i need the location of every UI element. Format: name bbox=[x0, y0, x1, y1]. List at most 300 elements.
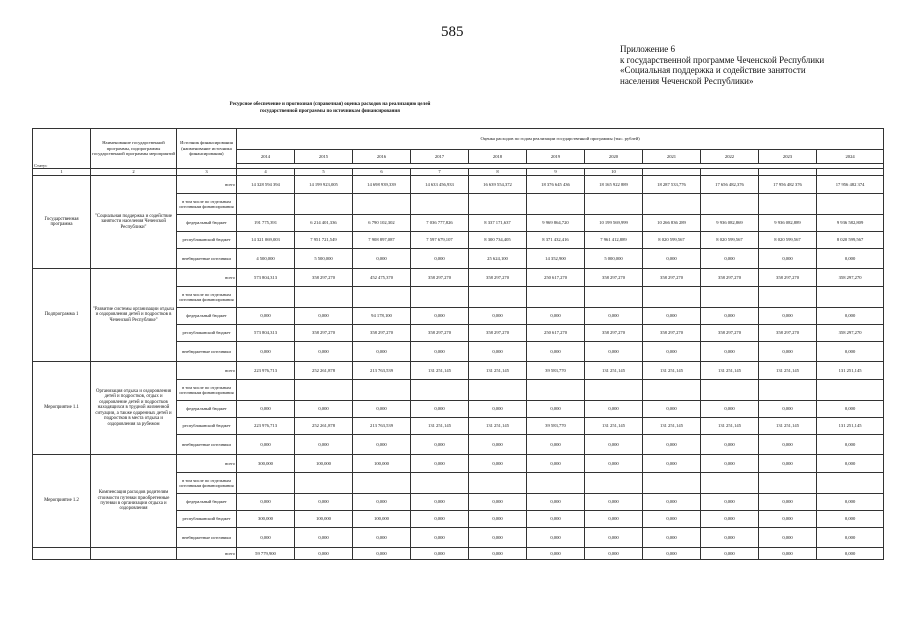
value-cell: 573 804,313 bbox=[237, 269, 295, 287]
value-cell: 0,000 bbox=[527, 401, 585, 418]
value-cell: 0,000 bbox=[701, 455, 759, 473]
value-cell bbox=[295, 194, 353, 215]
value-cell: 0,000 bbox=[237, 401, 295, 418]
value-cell: 0,000 bbox=[817, 401, 884, 418]
value-cell: 300,000 bbox=[237, 511, 295, 528]
value-cell: 0,000 bbox=[817, 435, 884, 455]
funding-source: республиканский бюджет bbox=[177, 325, 237, 342]
value-cell bbox=[585, 380, 643, 401]
value-cell bbox=[527, 473, 585, 494]
value-cell: 452 475,370 bbox=[353, 269, 411, 287]
value-cell: 0,000 bbox=[817, 528, 884, 548]
column-number: 1 bbox=[33, 169, 91, 176]
header-year: 2014 bbox=[237, 150, 295, 164]
value-cell: 16 639 554,372 bbox=[469, 176, 527, 194]
value-cell: 131 251,145 bbox=[759, 362, 817, 380]
value-cell: 250 617,270 bbox=[527, 269, 585, 287]
value-cell: 0,000 bbox=[817, 511, 884, 528]
value-cell bbox=[353, 380, 411, 401]
funding-source: всего bbox=[177, 269, 237, 287]
document-title bbox=[150, 101, 510, 115]
value-cell: 358 297,270 bbox=[411, 325, 469, 342]
value-cell bbox=[527, 194, 585, 215]
value-cell: 191 775,391 bbox=[237, 215, 295, 232]
value-cell: 8 020 599,567 bbox=[643, 232, 701, 249]
table-row bbox=[33, 455, 884, 473]
value-cell: 358 297,270 bbox=[469, 325, 527, 342]
value-cell bbox=[759, 287, 817, 308]
row-status: Мероприятие 1.1 bbox=[33, 362, 91, 455]
value-cell: 0,000 bbox=[817, 494, 884, 511]
value-cell bbox=[759, 380, 817, 401]
value-cell: 18 376 645 436 bbox=[527, 176, 585, 194]
row-name: Организация отдыха и оздоровления детей и подростков, отдых и оздоровление детей и подростков находящихся в трудной жизненной ситуации, а также одаренных детей и подростков в места отдыха и оздоровления за рубежом bbox=[91, 362, 177, 455]
value-cell: 0,000 bbox=[701, 548, 759, 560]
funding-source: в том числе по отдельным источникам финансирования bbox=[177, 473, 237, 494]
funding-source: в том числе по отдельным источникам финансирования bbox=[177, 287, 237, 308]
value-cell: 213 763,539 bbox=[353, 418, 411, 435]
value-cell: 573 804,313 bbox=[237, 325, 295, 342]
value-cell: 252 261,878 bbox=[295, 418, 353, 435]
header-year: 2022 bbox=[701, 150, 759, 164]
column-number bbox=[701, 169, 759, 176]
value-cell: 0,000 bbox=[817, 249, 884, 269]
column-number: 6 bbox=[353, 169, 411, 176]
value-cell: 358 297,270 bbox=[643, 269, 701, 287]
value-cell: 100,000 bbox=[295, 455, 353, 473]
column-number bbox=[759, 169, 817, 176]
value-cell: 8 337 171,637 bbox=[469, 215, 527, 232]
value-cell: 0,000 bbox=[353, 548, 411, 560]
value-cell: 0,000 bbox=[585, 511, 643, 528]
funding-source: всего bbox=[177, 362, 237, 380]
value-cell bbox=[585, 194, 643, 215]
table-row bbox=[33, 176, 884, 194]
value-cell: 223 976,713 bbox=[237, 418, 295, 435]
value-cell: 0,000 bbox=[237, 494, 295, 511]
value-cell bbox=[353, 194, 411, 215]
value-cell: 7 036 777,826 bbox=[411, 215, 469, 232]
value-cell: 0,000 bbox=[701, 401, 759, 418]
value-cell bbox=[353, 287, 411, 308]
value-cell: 100,000 bbox=[295, 511, 353, 528]
value-cell: 0,000 bbox=[701, 435, 759, 455]
value-cell: 0,000 bbox=[643, 494, 701, 511]
value-cell bbox=[527, 287, 585, 308]
value-cell: 14 352,900 bbox=[527, 249, 585, 269]
header-expenses: Оценка расходов по годам реализации государственной программы (тыс. рублей) bbox=[237, 129, 884, 150]
value-cell: 131 251,145 bbox=[701, 418, 759, 435]
value-cell bbox=[701, 194, 759, 215]
value-cell: 18 165 922 889 bbox=[585, 176, 643, 194]
value-cell: 0,000 bbox=[759, 511, 817, 528]
value-cell: 0,000 bbox=[295, 528, 353, 548]
value-cell: 9 936 082,889 bbox=[759, 215, 817, 232]
value-cell: 9 969 864,720 bbox=[527, 215, 585, 232]
value-cell: 7 951 721,549 bbox=[295, 232, 353, 249]
value-cell bbox=[411, 380, 469, 401]
value-cell: 14 633 456,933 bbox=[411, 176, 469, 194]
value-cell: 94 178,100 bbox=[353, 308, 411, 325]
value-cell: 0,000 bbox=[585, 308, 643, 325]
value-cell bbox=[295, 473, 353, 494]
value-cell: 358 297,270 bbox=[759, 325, 817, 342]
value-cell: 0,000 bbox=[469, 548, 527, 560]
value-cell bbox=[295, 380, 353, 401]
value-cell: 0,000 bbox=[469, 401, 527, 418]
value-cell: 0,000 bbox=[527, 511, 585, 528]
value-cell: 131 251,145 bbox=[643, 418, 701, 435]
value-cell: 0,000 bbox=[527, 435, 585, 455]
value-cell: 0,000 bbox=[759, 249, 817, 269]
value-cell: 0,000 bbox=[527, 342, 585, 362]
value-cell: 0,000 bbox=[469, 435, 527, 455]
value-cell: 213 763,539 bbox=[353, 362, 411, 380]
funding-source: федеральный бюджет bbox=[177, 308, 237, 325]
value-cell: 131 251,145 bbox=[759, 418, 817, 435]
table-row bbox=[33, 362, 884, 380]
value-cell: 358 297,270 bbox=[643, 325, 701, 342]
value-cell: 0,000 bbox=[643, 435, 701, 455]
value-cell: 0,000 bbox=[237, 342, 295, 362]
value-cell: 0,000 bbox=[469, 494, 527, 511]
value-cell bbox=[817, 194, 884, 215]
header-source: Источник финансирования (наименование источника финансирования) bbox=[177, 129, 237, 169]
value-cell bbox=[295, 287, 353, 308]
funding-source: внебюджетные источники bbox=[177, 342, 237, 362]
funding-source: республиканский бюджет bbox=[177, 511, 237, 528]
value-cell: 8 020 599,567 bbox=[817, 232, 884, 249]
value-cell: 4 500,000 bbox=[237, 249, 295, 269]
column-number: 10 bbox=[585, 169, 643, 176]
value-cell: 0,000 bbox=[643, 342, 701, 362]
funding-source: внебюджетные источники bbox=[177, 528, 237, 548]
value-cell: 0,000 bbox=[295, 494, 353, 511]
value-cell: 6 214 401,336 bbox=[295, 215, 353, 232]
value-cell: 0,000 bbox=[527, 455, 585, 473]
appendix-line: населения Чеченской Республики» bbox=[620, 75, 754, 86]
appendix-line: Приложение 6 bbox=[620, 44, 676, 54]
value-cell: 0,000 bbox=[469, 528, 527, 548]
value-cell: 5 000,000 bbox=[585, 249, 643, 269]
value-cell: 0,000 bbox=[817, 308, 884, 325]
value-cell: 7 961 412,889 bbox=[585, 232, 643, 249]
header-year: 2017 bbox=[411, 150, 469, 164]
funding-source: всего bbox=[177, 455, 237, 473]
funding-source: республиканский бюджет bbox=[177, 232, 237, 249]
value-cell bbox=[759, 194, 817, 215]
value-cell: 131 251,145 bbox=[817, 418, 884, 435]
value-cell bbox=[643, 473, 701, 494]
table-row bbox=[33, 269, 884, 287]
value-cell bbox=[237, 287, 295, 308]
value-cell: 0,000 bbox=[469, 308, 527, 325]
value-cell: 10 266 836 289 bbox=[643, 215, 701, 232]
value-cell: 6 790 102,302 bbox=[353, 215, 411, 232]
value-cell: 14 698 939,339 bbox=[353, 176, 411, 194]
value-cell: 0,000 bbox=[295, 401, 353, 418]
value-cell: 358 297,270 bbox=[353, 325, 411, 342]
funding-source: всего bbox=[177, 176, 237, 194]
value-cell bbox=[701, 473, 759, 494]
funding-source: всего bbox=[177, 548, 237, 560]
appendix-line: «Социальная поддержка и содействие занятости bbox=[620, 65, 806, 75]
value-cell: 0,000 bbox=[759, 342, 817, 362]
value-cell: 358 297,270 bbox=[295, 325, 353, 342]
column-number: 9 bbox=[527, 169, 585, 176]
value-cell bbox=[585, 473, 643, 494]
value-cell: 17 956 482 374 bbox=[817, 176, 884, 194]
value-cell: 0,000 bbox=[643, 401, 701, 418]
value-cell: 358 297,270 bbox=[817, 325, 884, 342]
value-cell: 9 936 582,809 bbox=[817, 215, 884, 232]
value-cell: 223 976,713 bbox=[237, 362, 295, 380]
value-cell bbox=[643, 380, 701, 401]
funding-source: республиканский бюджет bbox=[177, 418, 237, 435]
value-cell: 8 020 599,567 bbox=[701, 232, 759, 249]
value-cell: 17 956 482 376 bbox=[759, 176, 817, 194]
value-cell bbox=[237, 473, 295, 494]
value-cell bbox=[237, 194, 295, 215]
value-cell bbox=[469, 473, 527, 494]
column-number bbox=[817, 169, 884, 176]
value-cell: 0,000 bbox=[701, 249, 759, 269]
value-cell bbox=[237, 380, 295, 401]
value-cell bbox=[643, 287, 701, 308]
value-cell: 0,000 bbox=[527, 308, 585, 325]
value-cell: 10 199 569,999 bbox=[585, 215, 643, 232]
value-cell: 0,000 bbox=[585, 528, 643, 548]
row-status: Подпрограмма 1 bbox=[33, 269, 91, 362]
value-cell: 0,000 bbox=[643, 455, 701, 473]
value-cell: 0,000 bbox=[411, 494, 469, 511]
value-cell: 358 297,270 bbox=[585, 269, 643, 287]
column-number: 3 bbox=[177, 169, 237, 176]
value-cell: 0,000 bbox=[469, 511, 527, 528]
appendix-line: к государственной программе Чеченской Республики bbox=[620, 54, 825, 65]
column-number: 7 bbox=[411, 169, 469, 176]
value-cell: 0,000 bbox=[817, 455, 884, 473]
value-cell: 17 656 482,376 bbox=[701, 176, 759, 194]
value-cell: 100,000 bbox=[353, 455, 411, 473]
value-cell: 39 583,770 bbox=[527, 362, 585, 380]
funding-source: федеральный бюджет bbox=[177, 401, 237, 418]
value-cell: 0,000 bbox=[585, 548, 643, 560]
value-cell: 358 297,270 bbox=[295, 269, 353, 287]
value-cell: 25 624,100 bbox=[469, 249, 527, 269]
value-cell: 0,000 bbox=[701, 528, 759, 548]
value-cell: 131 251,145 bbox=[817, 362, 884, 380]
column-number: 5 bbox=[295, 169, 353, 176]
value-cell: 39 583,770 bbox=[527, 418, 585, 435]
value-cell: 0,000 bbox=[643, 511, 701, 528]
funding-source: федеральный бюджет bbox=[177, 494, 237, 511]
value-cell: 100,000 bbox=[353, 511, 411, 528]
value-cell: 14 199 923,005 bbox=[295, 176, 353, 194]
value-cell bbox=[759, 473, 817, 494]
value-cell: 300,000 bbox=[237, 455, 295, 473]
value-cell: 131 251,145 bbox=[585, 362, 643, 380]
value-cell: 0,000 bbox=[759, 308, 817, 325]
value-cell: 0,000 bbox=[643, 548, 701, 560]
value-cell: 0,000 bbox=[411, 435, 469, 455]
header-year: 2016 bbox=[353, 150, 411, 164]
value-cell: 358 297,270 bbox=[469, 269, 527, 287]
column-number: 2 bbox=[91, 169, 177, 176]
table-row bbox=[33, 548, 884, 560]
value-cell: 0,000 bbox=[237, 308, 295, 325]
value-cell: 0,000 bbox=[353, 249, 411, 269]
value-cell bbox=[585, 287, 643, 308]
value-cell: 7 908 897,087 bbox=[353, 232, 411, 249]
funding-source: в том числе по отдельным источникам финансирования bbox=[177, 380, 237, 401]
row-status: Государственная программа bbox=[33, 176, 91, 269]
value-cell: 0,000 bbox=[411, 308, 469, 325]
value-cell bbox=[411, 194, 469, 215]
value-cell: 0,000 bbox=[527, 528, 585, 548]
value-cell: 358 297,270 bbox=[701, 269, 759, 287]
value-cell: 7 597 679,107 bbox=[411, 232, 469, 249]
header-name: Наименование государственной программы, подпрограммы государственной программы мероприятий bbox=[91, 129, 177, 169]
value-cell: 0,000 bbox=[411, 528, 469, 548]
value-cell: 131 251,145 bbox=[585, 418, 643, 435]
funding-source: внебюджетные источники bbox=[177, 249, 237, 269]
value-cell: 9 936 082,869 bbox=[701, 215, 759, 232]
column-number: 4 bbox=[237, 169, 295, 176]
header-year: 2023 bbox=[759, 150, 817, 164]
row-name: "Социальная поддержка и содействие занятости населения Чеченской Республики" bbox=[91, 176, 177, 269]
value-cell: 0,000 bbox=[759, 528, 817, 548]
value-cell: 0,000 bbox=[643, 249, 701, 269]
row-status: Мероприятие 1.2 bbox=[33, 455, 91, 548]
row-status bbox=[33, 548, 91, 560]
value-cell: 0,000 bbox=[353, 494, 411, 511]
value-cell: 14 321 069,003 bbox=[237, 232, 295, 249]
value-cell: 0,000 bbox=[353, 342, 411, 362]
value-cell: 131 251,145 bbox=[701, 362, 759, 380]
value-cell bbox=[411, 473, 469, 494]
value-cell: 0,000 bbox=[701, 511, 759, 528]
column-number bbox=[643, 169, 701, 176]
value-cell: 0,000 bbox=[295, 342, 353, 362]
value-cell: 18 287 533,776 bbox=[643, 176, 701, 194]
value-cell: 0,000 bbox=[295, 308, 353, 325]
value-cell: 358 297,270 bbox=[701, 325, 759, 342]
header-status: Статус bbox=[33, 129, 91, 169]
value-cell: 0,000 bbox=[353, 401, 411, 418]
row-name: "Развитие системы организации отдыха и оздоровления детей и подростков в Чеченской Республике" bbox=[91, 269, 177, 362]
value-cell: 0,000 bbox=[295, 548, 353, 560]
value-cell: 0,000 bbox=[411, 342, 469, 362]
header-year: 2021 bbox=[643, 150, 701, 164]
header-year: 2018 bbox=[469, 150, 527, 164]
value-cell: 358 297,270 bbox=[411, 269, 469, 287]
value-cell: 250 617,270 bbox=[527, 325, 585, 342]
resource-table bbox=[32, 128, 884, 560]
header-year: 2015 bbox=[295, 150, 353, 164]
value-cell: 252 261,878 bbox=[295, 362, 353, 380]
funding-source: федеральный бюджет bbox=[177, 215, 237, 232]
value-cell: 131 251,145 bbox=[643, 362, 701, 380]
value-cell bbox=[469, 287, 527, 308]
document-title-line: государственной программы по источникам финансирования bbox=[259, 109, 401, 114]
value-cell: 131 251,145 bbox=[469, 418, 527, 435]
value-cell: 8 371 432,416 bbox=[527, 232, 585, 249]
appendix-note bbox=[620, 44, 880, 86]
row-name: Компенсация расходов родителям стоимости путевки приобретенные путевки в организации отдыха и оздоровления bbox=[91, 455, 177, 548]
value-cell: 0,000 bbox=[353, 528, 411, 548]
value-cell: 0,000 bbox=[585, 455, 643, 473]
column-number: 8 bbox=[469, 169, 527, 176]
value-cell bbox=[353, 473, 411, 494]
value-cell: 0,000 bbox=[817, 342, 884, 362]
value-cell bbox=[527, 380, 585, 401]
value-cell: 0,000 bbox=[353, 435, 411, 455]
value-cell: 0,000 bbox=[585, 401, 643, 418]
value-cell: 0,000 bbox=[237, 528, 295, 548]
page-number: 585 bbox=[441, 24, 464, 40]
value-cell: 0,000 bbox=[701, 494, 759, 511]
funding-source: внебюджетные источники bbox=[177, 435, 237, 455]
value-cell: 0,000 bbox=[527, 548, 585, 560]
value-cell: 0,000 bbox=[469, 455, 527, 473]
value-cell: 358 297,270 bbox=[759, 269, 817, 287]
value-cell: 0,000 bbox=[237, 435, 295, 455]
document-title-line: Ресурсное обеспечение и прогнозная (справочная) оценка расходов на реализацию целей bbox=[229, 102, 431, 107]
value-cell bbox=[701, 380, 759, 401]
header-year: 2019 bbox=[527, 150, 585, 164]
value-cell: 358 297,270 bbox=[817, 269, 884, 287]
value-cell: 358 297,270 bbox=[585, 325, 643, 342]
value-cell: 0,000 bbox=[759, 494, 817, 511]
value-cell: 131 251,145 bbox=[411, 418, 469, 435]
value-cell: 0,000 bbox=[643, 528, 701, 548]
value-cell: 0,000 bbox=[585, 342, 643, 362]
value-cell: 0,000 bbox=[469, 342, 527, 362]
value-cell: 0,000 bbox=[643, 308, 701, 325]
value-cell bbox=[411, 287, 469, 308]
value-cell: 0,000 bbox=[527, 494, 585, 511]
value-cell: 0,000 bbox=[585, 435, 643, 455]
value-cell: 5 500,000 bbox=[295, 249, 353, 269]
row-name bbox=[91, 548, 177, 560]
value-cell: 131 251,145 bbox=[469, 362, 527, 380]
value-cell: 8 300 734,405 bbox=[469, 232, 527, 249]
header-year: 2024 bbox=[817, 150, 884, 164]
value-cell: 0,000 bbox=[759, 548, 817, 560]
value-cell: 0,000 bbox=[759, 455, 817, 473]
value-cell: 0,000 bbox=[411, 249, 469, 269]
value-cell: 8 020 599,567 bbox=[759, 232, 817, 249]
value-cell: 0,000 bbox=[701, 342, 759, 362]
value-cell: 0,000 bbox=[411, 455, 469, 473]
header-year: 2020 bbox=[585, 150, 643, 164]
value-cell bbox=[701, 287, 759, 308]
value-cell: 59 779,900 bbox=[237, 548, 295, 560]
value-cell: 14 328 594 394 bbox=[237, 176, 295, 194]
funding-source: в том числе по отдельным источникам финансирования bbox=[177, 194, 237, 215]
value-cell bbox=[469, 380, 527, 401]
value-cell: 0,000 bbox=[295, 435, 353, 455]
value-cell bbox=[643, 194, 701, 215]
value-cell: 0,000 bbox=[701, 308, 759, 325]
value-cell bbox=[817, 380, 884, 401]
value-cell: 0,000 bbox=[585, 494, 643, 511]
value-cell: 0,000 bbox=[411, 401, 469, 418]
value-cell bbox=[817, 287, 884, 308]
value-cell: 0,000 bbox=[759, 435, 817, 455]
value-cell: 0,000 bbox=[411, 548, 469, 560]
